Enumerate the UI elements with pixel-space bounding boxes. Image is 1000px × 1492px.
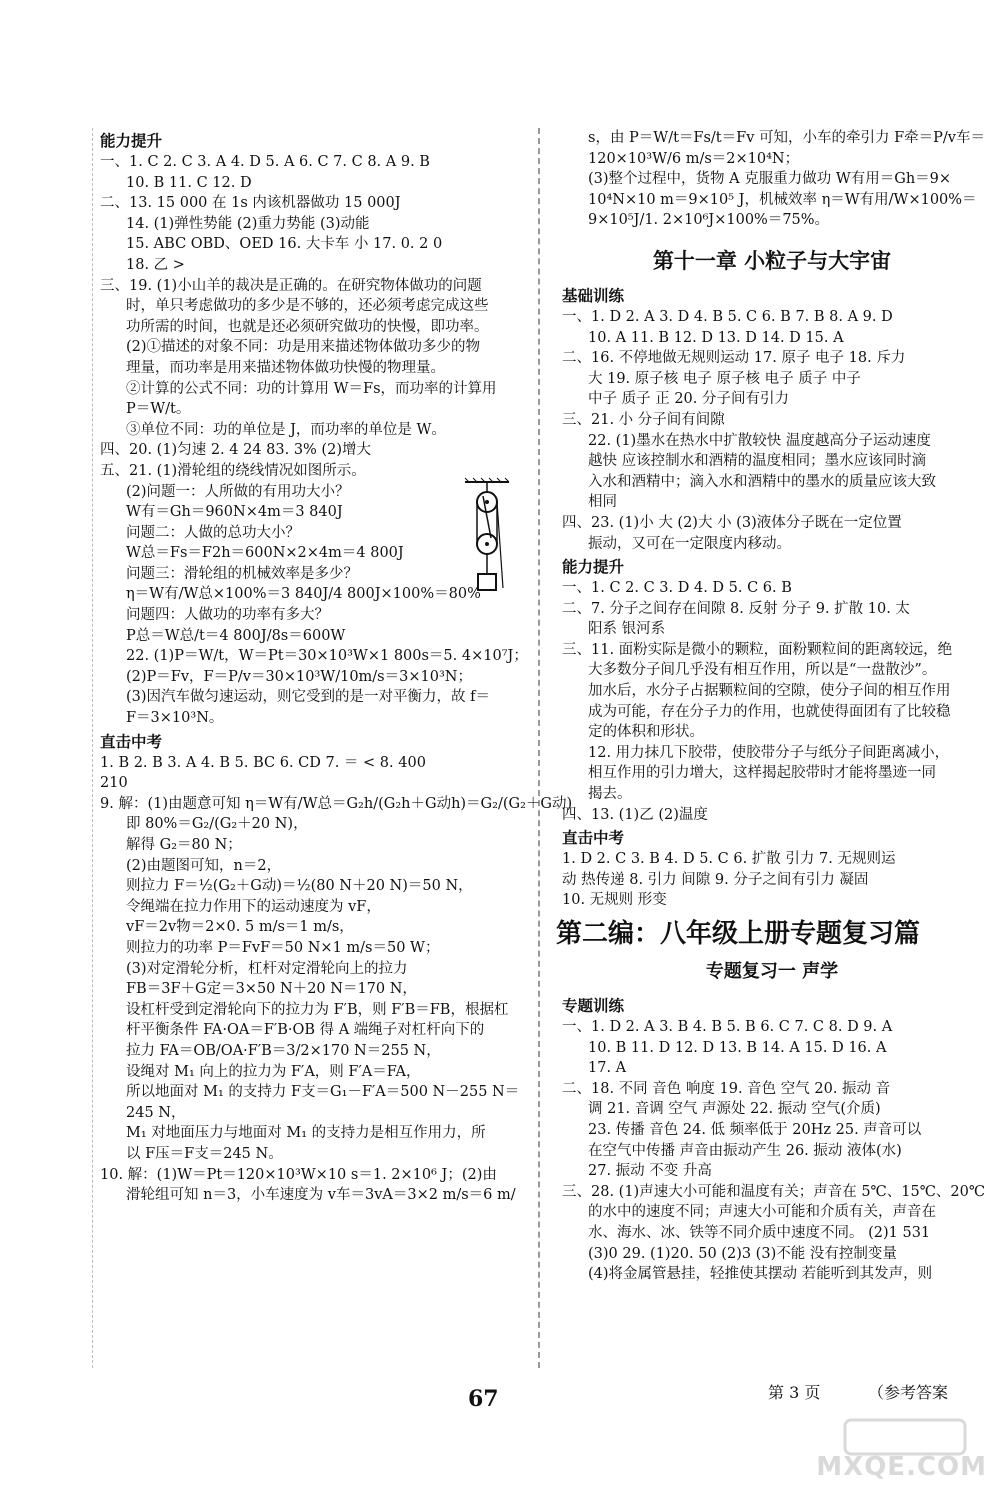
answer-line: 大 19. 原子核 电子 原子核 电子 质子 中子 — [588, 370, 861, 387]
answer-line: 210 — [100, 775, 128, 792]
answer-line: s，由 P＝W/t＝Fs/t＝Fv 可知，小车的牵引力 F牵＝P/v车＝ — [588, 130, 985, 146]
answer-line: 二、13. 15 000 在 1s 内该机器做功 15 000J — [100, 195, 401, 212]
answer-line: 10⁴N×10 m＝9×10⁵ J，机械效率 η＝W有用/W×100%＝ — [588, 191, 977, 208]
answer-line: 10. B 11. C 12. D — [126, 174, 252, 191]
answer-line: (2)问题一：人所做的有用功大小？ — [126, 483, 350, 500]
left-column — [100, 128, 573, 1206]
answer-line: F＝3×10³N。 — [126, 710, 224, 727]
answer-line: (4)将金属管悬挂，轻推使其摆动 若能听到其发声，则 — [588, 1266, 933, 1283]
answer-line: 1. B 2. B 3. A 4. B 5. BC 6. CD 7. ＝ < 8. 400 — [100, 754, 426, 771]
answer-line: 的水中的速度不同；声速大小可能和介质有关，声音在 — [588, 1204, 936, 1221]
answer-line: 则拉力的功率 P＝FvF＝50 N×1 m/s＝50 W； — [126, 939, 440, 956]
answer-line: W有＝Gh＝960N×4m＝3 840J — [126, 504, 343, 521]
answer-line: 三、19. (1)小山羊的裁决是正确的。在研究物体做功的问题 — [100, 277, 482, 294]
answer-line: 定的体积和形状。 — [588, 724, 704, 741]
answer-line: 一、1. C 2. C 3. D 4. D 5. C 6. B — [562, 580, 792, 597]
section-heading: 直击中考 — [100, 732, 163, 751]
topic-title: 专题复习一 声学 — [705, 961, 839, 982]
section-heading: 直击中考 — [562, 829, 625, 848]
watermark-logo — [815, 1418, 995, 1488]
answer-line: (3)因汽车做匀速运动，则它受到的是一对平衡力，故 f＝ — [126, 689, 491, 706]
watermark-text: MXQE.COM — [816, 1452, 987, 1482]
answer-line: 即 80%＝G₂/(G₂＋20 N)， — [126, 816, 308, 833]
answer-line: 大多数分子间几乎没有相互作用，所以是“一盘散沙”。 — [588, 662, 937, 679]
answer-line: 动 热传递 8. 引力 间隙 9. 分子之间有引力 凝固 — [562, 871, 869, 888]
answer-line: 1. D 2. C 3. B 4. D 5. C 6. 扩散 引力 7. 无规则运 — [562, 851, 896, 868]
answer-line: 问题二：人做的总功大小？ — [126, 524, 300, 541]
answer-line: (3)整个过程中，货物 A 克服重力做功 W有用＝Gh＝9× — [588, 171, 952, 188]
column-divider — [538, 128, 540, 1368]
answer-line: (3)0 29. (1)20. 50 (2)3 (3)不能 没有控制变量 — [588, 1245, 897, 1262]
answer-line: 问题三：滑轮组的机械效率是多少？ — [126, 565, 358, 582]
answer-line: 二、16. 不停地做无规则运动 17. 原子 电子 18. 斥力 — [562, 350, 906, 367]
answer-line: 17. A — [588, 1060, 627, 1077]
answer-line: vF＝2v物＝2×0. 5 m/s＝1 m/s， — [126, 919, 354, 936]
answer-line: 27. 振动 不变 升高 — [588, 1163, 712, 1180]
answer-line: 10. B 11. D 12. D 13. B 14. A 15. D 16. A — [588, 1039, 887, 1056]
answer-line: 9×10⁵J/1. 2×10⁶J×100%＝75%。 — [588, 212, 830, 229]
answer-line: 设杠杆受到定滑轮向下的拉力为 F′B，则 F′B＝FB，根据杠 — [126, 1001, 509, 1018]
section-heading: 能力提升 — [100, 132, 163, 150]
answer-line: 解得 G₂＝80 N； — [126, 837, 242, 853]
answer-line: 三、21. 小 分子间有间隙 — [562, 411, 725, 428]
answer-line: 9. 解：(1)由题意可知 η＝W有/W总＝G₂h/(G₂h＋G动h)＝G₂/(G₂＋G动) — [100, 795, 573, 812]
answer-line: (2)P＝Fv，F＝P/v＝30×10³W/10m/s＝3×10³N； — [126, 668, 472, 685]
answer-line: η＝W有/W总×100%＝3 840J/4 800J×100%＝80% — [126, 586, 481, 603]
answer-label: （参考答案 — [868, 1383, 949, 1402]
answer-line: 则拉力 F＝½(G₂＋G动)＝½(80 N＋20 N)＝50 N， — [126, 878, 473, 895]
answer-line: 10. 无规则 形变 — [562, 892, 667, 909]
answer-line: 越快 应该控制水和酒精的温度相同；墨水应该同时滴 — [588, 453, 927, 470]
answer-line: 四、23. (1)小 大 (2)大 小 (3)液体分子既在一定位置 — [562, 514, 902, 531]
answer-line: 14. (1)弹性势能 (2)重力势能 (3)动能 — [126, 215, 370, 232]
answer-line: ②计算的公式不同：功的计算用 W＝Fs，而功率的计算用 — [126, 380, 497, 397]
answer-line: 滑轮组可知 n＝3，小车速度为 v车＝3vA＝3×2 m/s＝6 m/ — [126, 1187, 516, 1204]
answer-line: 二、7. 分子之间存在间隙 8. 反射 分子 9. 扩散 10. 太 — [562, 600, 910, 617]
answer-line: 拉力 FA＝OB/OA·F′B＝3/2×170 N＝255 N， — [126, 1042, 441, 1059]
answer-line: 一、1. D 2. A 3. B 4. B 5. B 6. C 7. C 8. D 9. A — [562, 1019, 893, 1035]
answer-line: 相同 — [588, 494, 617, 511]
page-number: 67 — [468, 1386, 499, 1412]
answer-line: 理量，而功率是用来描述物体做功快慢的物理量。 — [126, 359, 445, 376]
answer-line: 振动，又可在一定限度内移动。 — [588, 535, 791, 552]
answer-line: 所以地面对 M₁ 的支持力 F支＝G₁－F′A＝500 N－255 N＝ — [126, 1084, 520, 1101]
answer-line: 15. ABC OBD、OED 16. 大卡车 小 17. 0. 2 0 — [126, 236, 443, 253]
part-title: 第二编：八年级上册专题复习篇 — [556, 919, 921, 949]
answer-line: 令绳端在拉力作用下的运动速度为 vF， — [126, 898, 381, 915]
answer-line: 成为可能，存在分子力的作用，也就使得面团有了比较稳 — [588, 703, 951, 720]
answer-line: 阳系 银河系 — [588, 621, 666, 638]
answer-line: 10. A 11. B 12. D 13. D 14. D 15. A — [588, 329, 844, 346]
answer-line: 245 N， — [126, 1104, 186, 1121]
section-heading: 基础训练 — [562, 286, 625, 305]
answer-line: P＝W/t。 — [126, 401, 191, 418]
answer-line: 五、21. (1)滑轮组的绕线情况如图所示。 — [100, 462, 366, 479]
page-label: 第 3 页 — [768, 1383, 821, 1402]
answer-line: 一、1. C 2. C 3. A 4. D 5. A 6. C 7. C 8. A 9. B — [100, 154, 430, 170]
answer-line: 三、11. 面粉实际是微小的颗粒，面粉颗粒间的距离较远，绝 — [562, 641, 953, 658]
answer-line: 揭去。 — [588, 786, 632, 803]
chapter-title: 第十一章 小粒子与大宇宙 — [652, 248, 892, 273]
answer-line: (3)对定滑轮分析，杠杆对定滑轮向上的拉力 — [126, 960, 408, 977]
answer-line: 中子 质子 正 20. 分子间有引力 — [588, 391, 789, 408]
answer-line: 加水后，水分子占据颗粒间的空隙，使分子间的相互作用 — [588, 683, 951, 700]
answer-line: 三、28. (1)声速大小可能和温度有关；声音在 5℃、15℃、20℃ — [562, 1183, 986, 1200]
answer-line: 23. 传播 音色 24. 低 频率低于 20Hz 25. 声音可以 — [588, 1121, 922, 1138]
pulley-diagram — [463, 478, 511, 596]
answer-line: 22. (1)P＝W/t，W＝Pt＝30×10³W×1 800s＝5. 4×10⁷J； — [126, 648, 528, 665]
answer-line: 问题四：人做功的功率有多大？ — [126, 607, 329, 624]
answer-line: 10. 解：(1)W＝Pt＝120×10³W×10 s＝1. 2×10⁶ J；(2)由 — [100, 1166, 497, 1183]
answer-line: 在空气中传播 声音由振动产生 26. 振动 液体(水) — [588, 1142, 902, 1159]
answer-line: 设绳对 M₁ 向上的拉力为 F′A，则 F′A＝FA， — [126, 1063, 421, 1080]
answer-line: 120×10³W/6 m/s＝2×10⁴N； — [588, 150, 800, 167]
answer-line: 杆平衡条件 FA·OA＝F′B·OB 得 A 端绳子对杠杆向下的 — [126, 1022, 485, 1039]
answer-line: 二、18. 不同 音色 响度 19. 音色 空气 20. 振动 音 — [562, 1080, 891, 1097]
left-margin-rule — [92, 128, 93, 1368]
answer-line: 调 21. 音调 空气 声源处 22. 振动 空气(介质) — [588, 1101, 881, 1118]
answer-line: 时，单只考虑做功的多少是不够的，还必须考虑完成这些 — [126, 298, 489, 315]
answer-line: 22. (1)墨水在热水中扩散较快 温度越高分子运动速度 — [588, 432, 931, 449]
answer-line: 12. 用力抹几下胶带，使胶带分子与纸分子间距离减小， — [588, 744, 950, 761]
answer-line: 入水和酒精中；滴入水和酒精中的墨水的质量应该大致 — [588, 473, 936, 490]
answer-line: (2)①描述的对象不同：功是用来描述物体做功多少的物 — [126, 339, 481, 356]
section-heading: 专题训练 — [562, 997, 625, 1015]
answer-line: 水、海水、冰、铁等不同介质中速度不同。 (2)1 531 — [588, 1224, 931, 1241]
answer-line: 四、13. (1)乙 (2)温度 — [562, 806, 708, 823]
answer-line: M₁ 对地面压力与地面对 M₁ 的支持力是相互作用力，所 — [126, 1125, 486, 1142]
answer-line: FB＝3F＋G定＝3×50 N＋20 N＝170 N， — [126, 981, 417, 998]
answer-line: ③单位不同：功的单位是 J，而功率的单位是 W。 — [126, 421, 446, 438]
answer-line: W总＝Fs＝F2h＝600N×2×4m＝4 800J — [126, 545, 404, 562]
answer-line: 以 F压＝F支＝245 N。 — [126, 1145, 283, 1162]
answer-line: 四、20. (1)匀速 2. 4 24 83. 3% (2)增大 — [100, 442, 371, 459]
answer-line: 18. 乙 > — [126, 256, 185, 273]
answer-line: P总＝W总/t＝4 800J/8s＝600W — [126, 627, 346, 644]
section-heading: 能力提升 — [562, 558, 625, 577]
answer-line: (2)由题图可知，n＝2， — [126, 857, 282, 874]
answer-line: 功所需的时间，也就是还必须研究做功的快慢，即功率。 — [126, 318, 489, 335]
right-column — [556, 128, 986, 1285]
answer-line: 相互作用的引力增大，这样揭起胶带时才能将墨迹一同 — [588, 765, 936, 782]
answer-line: 一、1. D 2. A 3. D 4. B 5. C 6. B 7. B 8. A 9. D — [562, 308, 893, 325]
